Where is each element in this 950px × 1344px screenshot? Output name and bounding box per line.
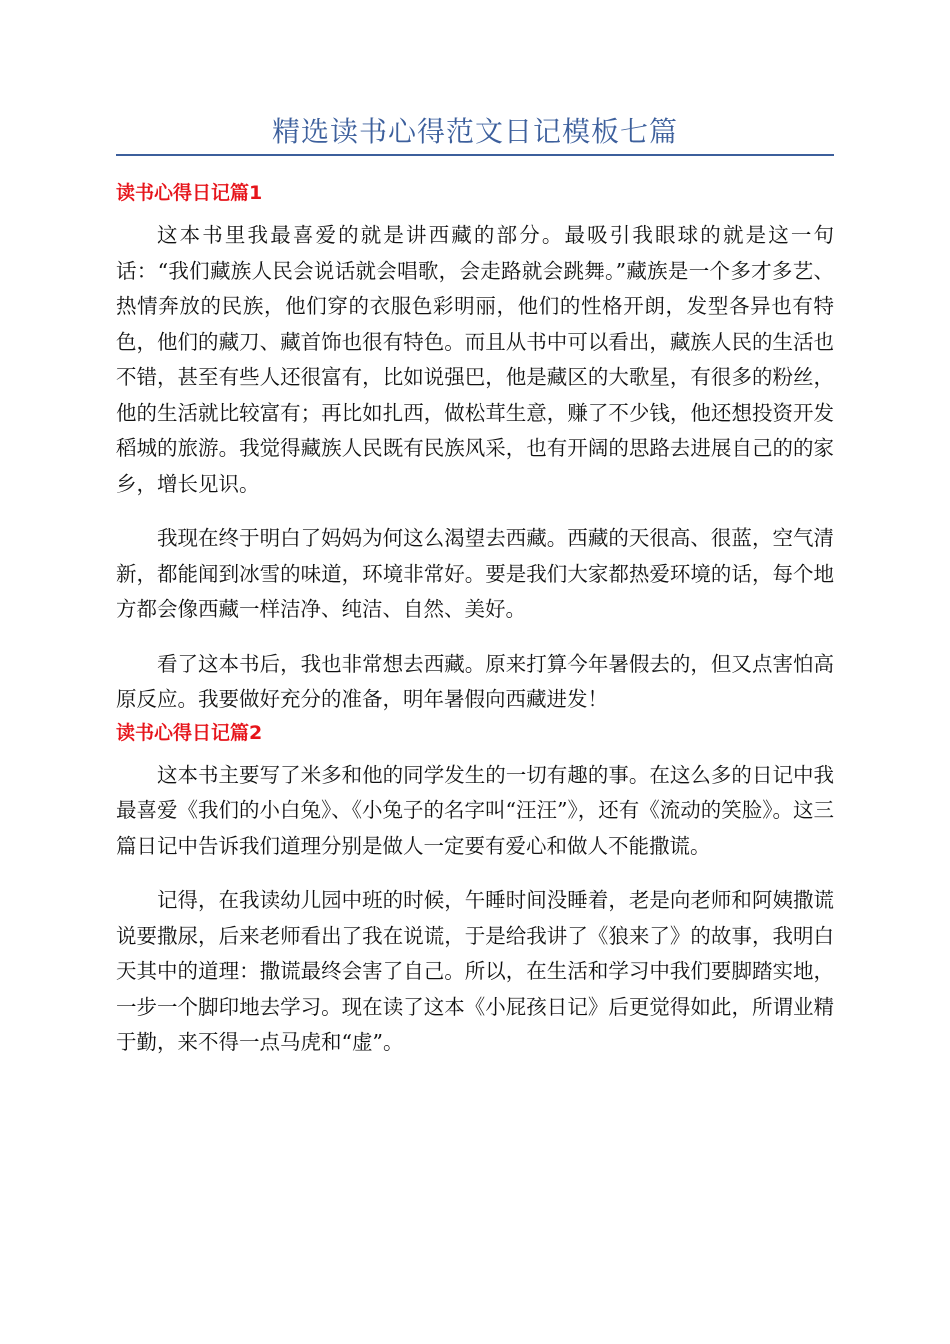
body-paragraph: 我现在终于明白了妈妈为何这么渴望去西藏。西藏的天很高、很蓝，空气清新，都能闻到冰雪的味道，环境非常好。要是我们大家都热爱环境的话，每个地方都会像西藏一样洁净、纯洁、自然、美好。 [116, 526, 834, 621]
section-heading: 读书心得日记篇1 [116, 182, 263, 204]
document-body [116, 178, 834, 1061]
section-heading: 读书心得日记篇2 [116, 721, 263, 744]
document-title: 精选读书心得范文日记模板七篇 [271, 115, 678, 148]
section-diary-2 [116, 718, 834, 1061]
body-paragraph: 看了这本书后，我也非常想去西藏。原来打算今年暑假去的，但又点害怕高原反应。我要做好充分的准备，明年暑假向西藏进发！ [116, 651, 834, 711]
body-paragraph: 这本书里我最喜爱的就是讲西藏的部分。最吸引我眼球的就是这一句话：“我们藏族人民会说话就会唱歌，会走路就会跳舞。”藏族是一个多才多艺、热情奔放的民族，他们穿的衣服色彩明丽，他们的性格开朗，发型各异也有特色，他们的藏刀、藏首饰也很有特色。而且从书中可以看出，藏族人民的生活也不错，甚至有些人还很富有，比如说强巴，他是藏区的大歌星，有很多的粉丝，他的生活就比较富有；再比如扎西，做松茸生意，赚了不少钱，他还想投资开发稻城的旅游。我觉得藏族人民既有民族风采，也有开阔的思路去进展自己的的家乡，增长见识。 [116, 223, 834, 496]
section-diary-1 [116, 178, 834, 718]
body-paragraph: 记得，在我读幼儿园中班的时候，午睡时间没睡着，老是向老师和阿姨撒谎说要撒尿，后来老师看出了我在说谎，于是给我讲了《狼来了》的故事，我明白天其中的道理：撒谎最终会害了自己。所以，在生活和学习中我们要脚踏实地，一步一个脚印地去学习。现在读了这本《小屁孩日记》后更觉得如此，所谓业精于勤，来不得一点马虎和“虚”。 [116, 888, 834, 1054]
body-paragraph: 这本书主要写了米多和他的同学发生的一切有趣的事。在这么多的日记中我最喜爱《我们的小白兔》、《小兔子的名字叫“汪汪”》，还有《流动的笑脸》。这三篇日记中告诉我们道理分别是做人一定要有爱心和做人不能撒谎。 [116, 762, 834, 858]
title-underline [116, 154, 834, 156]
